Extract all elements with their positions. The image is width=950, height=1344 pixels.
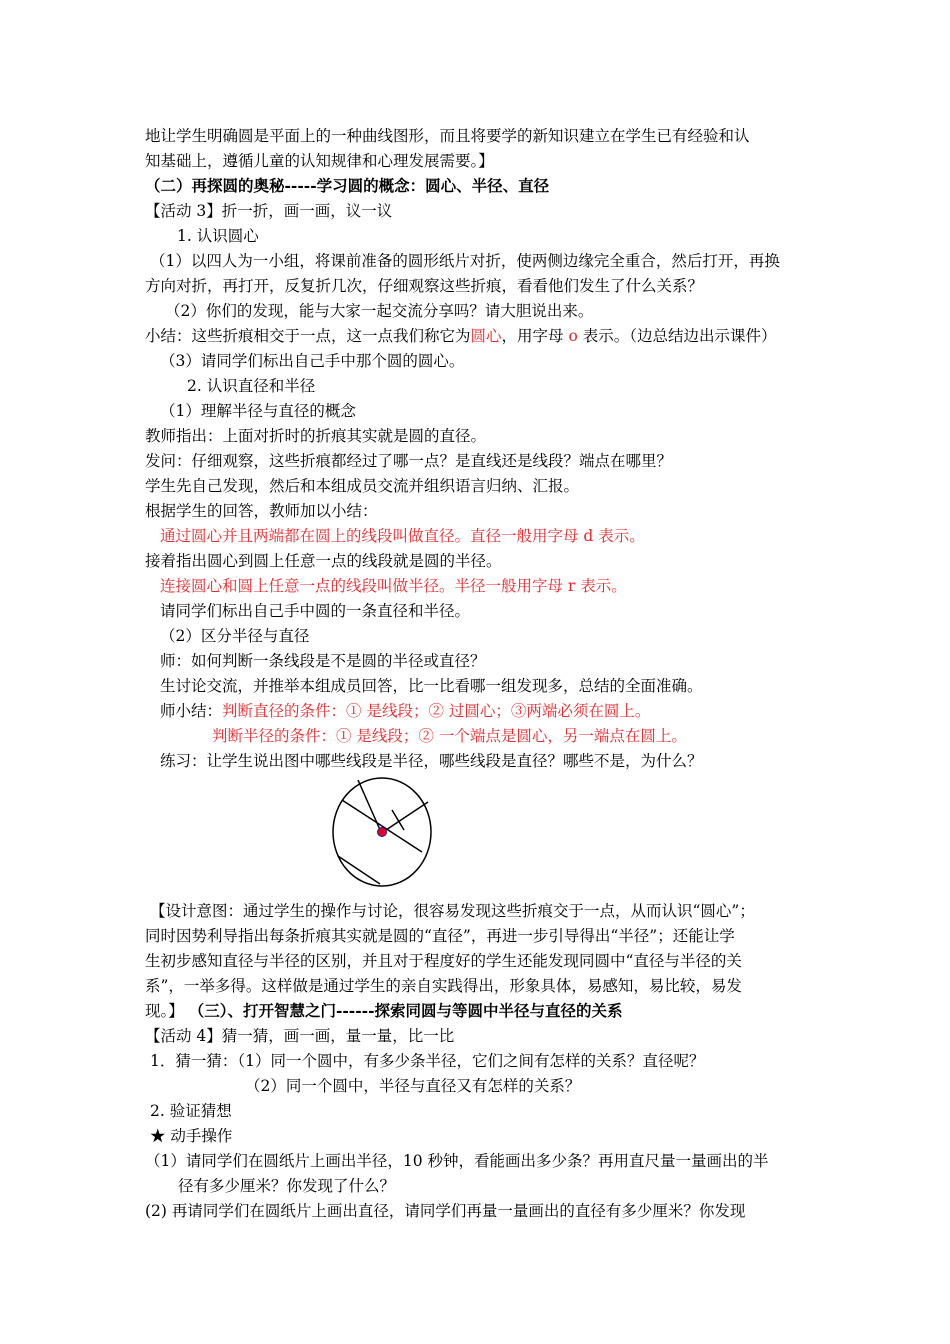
summary-text: 小结：这些折痕相交于一点，这一点我们称它为 (145, 327, 471, 345)
paragraph-line: 学生先自己发现，然后和本组成员交流并组织语言归纳、汇报。 (145, 477, 580, 495)
summary-text: 表示。（边总结边出示课件） (577, 327, 777, 345)
letter-o: o (568, 327, 578, 345)
circle-diagram (330, 776, 434, 892)
segment-line (358, 780, 381, 832)
paragraph-line: （1）以四人为一小组，将课前准备的圆形纸片对折，使两侧边缘完全重合，然后打开，再换 (150, 252, 780, 270)
design-intent-line: 【设计意图：通过学生的操作与讨论，很容易发现这些折痕交于一点，从而认识“圆心”； (150, 902, 755, 920)
guess-line: 1．猜一猜：（1）同一个圆中，有多少条半径，它们之间有怎样的关系？直径呢？ (150, 1052, 705, 1070)
diameter-conditions: 判断直径的条件：① 是线段；② 过圆心；③两端必须在圆上。 (222, 702, 651, 720)
design-intent-line (145, 999, 623, 1023)
subheading: 1. 认识圆心 (177, 227, 259, 245)
paragraph-line: 请同学们标出自己手中圆的一条直径和半径。 (160, 602, 471, 620)
radius-conditions: 判断半径的条件：① 是线段；② 一个端点是圆心，另一端点在圆上。 (212, 727, 687, 745)
paragraph-line: 方向对折，再打开，反复折几次，仔细观察这些折痕，看看他们发生了什么关系？ (145, 277, 704, 295)
paragraph-line: （2）区分半径与直径 (160, 627, 310, 645)
term-center: 圆心 (470, 327, 502, 345)
paragraph-line: （2）你们的发现，能与大家一起交流分享吗？请大胆说出来。 (165, 302, 594, 320)
paragraph-line: （1）理解半径与直径的概念 (160, 402, 356, 420)
paragraph-line: 根据学生的回答，教师加以小结： (145, 502, 378, 520)
paragraph-line: （1）请同学们在圆纸片上画出半径，10 秒钟，看能画出多少条？再用直尺量一量画出的半 (145, 1152, 769, 1170)
paragraph-line: 接着指出圆心到圆上任意一点的线段就是圆的半径。 (145, 552, 502, 570)
paragraph-line: 知基础上，遵循儿童的认知规律和心理发展需要。】 (145, 152, 494, 170)
activity-heading: 【活动 4】猜一猜，画一画，量一量，比一比 (145, 1027, 455, 1045)
section-heading: （二）再探圆的奥秘-----学习圆的概念：圆心、半径、直径 (145, 176, 550, 195)
paragraph-line: 发问：仔细观察，这些折痕都经过了哪一点？是直线还是线段？端点在哪里？ (145, 452, 673, 470)
paragraph-line: (2) 再请同学们在圆纸片上画出直径，请同学们再量一量画出的直径有多少厘米？你发现 (145, 1202, 746, 1220)
segment-line (342, 800, 422, 852)
definition-radius: 连接圆心和圆上任意一点的线段叫做半径。半径一般用字母 r 表示。 (160, 577, 627, 595)
paragraph-line: 教师指出：上面对折时的折痕其实就是圆的直径。 (145, 427, 487, 445)
summary-label: 师小结： (160, 702, 223, 720)
design-intent-line: 同时因势利导指出每条折痕其实就是圆的“直径”，再进一步引导得出“半径”；还能让学 (145, 927, 735, 945)
paragraph-line: 生讨论交流，并推举本组成员回答，比一比看哪一组发现多，总结的全面准确。 (160, 677, 703, 695)
summary-text: ，用字母 (501, 327, 569, 345)
design-intent-end: 现。】 (145, 1002, 189, 1020)
subheading: 2. 认识直径和半径 (187, 377, 316, 395)
guess-line: （2）同一个圆中，半径与直径又有怎样的关系？ (245, 1077, 581, 1095)
design-intent-line: 生初步感知直径与半径的区别，并且对于程度好的学生还能发现同圆中“直径与半径的关 (145, 952, 742, 970)
summary-line (160, 699, 650, 723)
subheading: 2. 验证猜想 (150, 1102, 232, 1120)
exercise-line: 练习：让学生说出图中哪些线段是半径，哪些线段是直径？哪些不是，为什么？ (160, 752, 703, 770)
activity-heading: 【活动 3】折一折，画一画，议一议 (145, 202, 393, 220)
paragraph-line: 地让学生明确圆是平面上的一种曲线图形，而且将要学的新知识建立在学生已有经验和认 (145, 127, 750, 145)
design-intent-line: 系”，一举多得。这样做是通过学生的亲自实践得出，形象具体，易感知，易比较，易发 (145, 977, 742, 995)
subheading: ★ 动手操作 (150, 1127, 233, 1145)
paragraph-line: 师：如何判断一条线段是不是圆的半径或直径？ (160, 652, 486, 670)
paragraph-line: 径有多少厘米？你发现了什么？ (178, 1177, 396, 1195)
center-point (378, 828, 387, 837)
summary-line (145, 324, 777, 348)
paragraph-line: （3）请同学们标出自己手中那个圆的圆心。 (160, 352, 465, 370)
section-heading: （三）、打开智慧之门------探索同圆与等圆中半径与直径的关系 (188, 1001, 623, 1020)
definition-diameter: 通过圆心并且两端都在圆上的线段叫做直径。直径一般用字母 d 表示。 (160, 527, 645, 545)
segment-line (383, 802, 428, 832)
